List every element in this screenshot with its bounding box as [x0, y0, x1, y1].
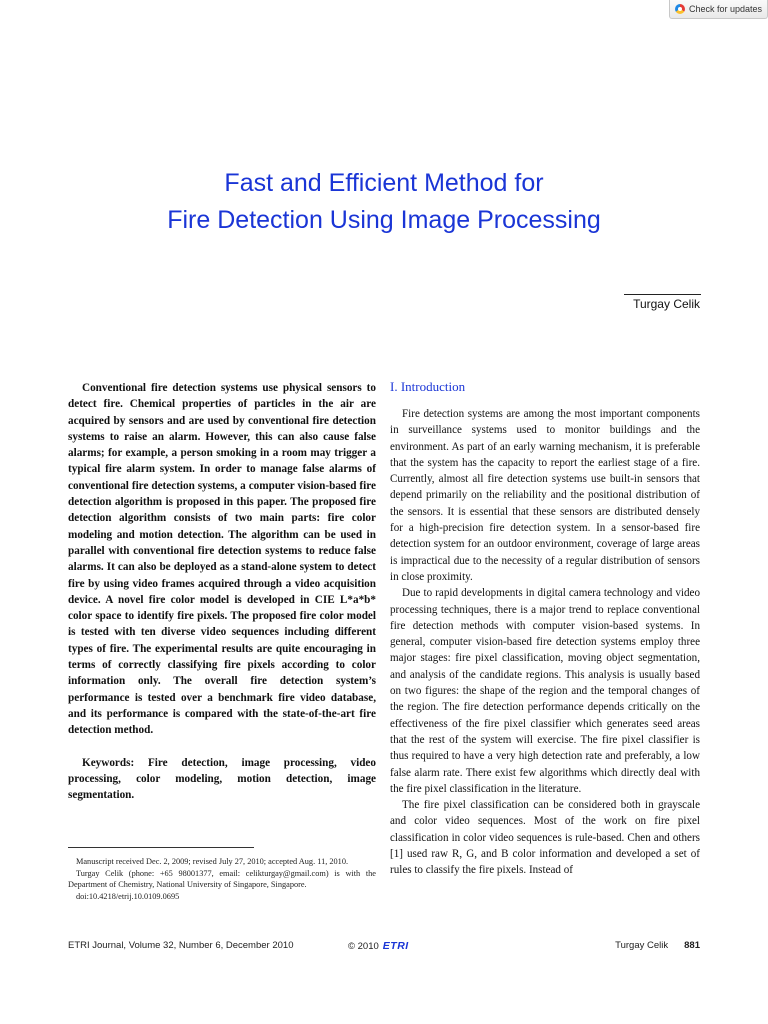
- page-footer: [68, 940, 700, 956]
- page-number: 881: [684, 940, 700, 951]
- abstract: [68, 380, 376, 803]
- footnotes: [68, 856, 376, 902]
- footer-copyright: [348, 940, 409, 952]
- footnote-author-info: Turgay Celik (phone: +65 98001377, email: celikturgay@gmail.com) is with the Department of Chemistry, National University of Singapore, Singapore.: [68, 868, 376, 890]
- crossmark-icon: [675, 4, 685, 14]
- check-for-updates-label: Check for updates: [689, 4, 763, 14]
- title-line-1: Fast and Efficient Method for: [224, 169, 544, 197]
- intro-paragraph-3: The fire pixel classification can be considered both in grayscale and color video sequences. Most of the work on fire pixel classification in color video sequences is rule-based. Chen and others [1] used raw R, G, and B color information and developed a set of rules to classify the fire pixels. Instead of: [390, 799, 700, 877]
- footnote-rule: [68, 847, 254, 848]
- etri-logo: ETRI: [382, 940, 409, 952]
- copyright-text: © 2010: [348, 940, 379, 952]
- intro-paragraph-1: Fire detection systems are among the most important components in surveillance systems used to monitor buildings and the environment. As part of an early warning mechanism, it is preferable that the system has the capacity to report the earliest stage of a fire. Currently, almost all fire detection systems use built-in sensors that depend primarily on the reliability and the positional distribution of the sensors. It is essential that these sensors are distributed densely for a high-precision fire detection system. In a sensor-based fire detection system for an outdoor environment, coverage of large areas is impractical due to the necessity of a regular distribution of sensors in close proximity.: [390, 408, 700, 583]
- section-heading-introduction: I. Introduction: [390, 379, 466, 394]
- title-line-2: Fire Detection Using Image Processing: [167, 206, 601, 234]
- footnote-manuscript: Manuscript received Dec. 2, 2009; revised July 27, 2010; accepted Aug. 11, 2010.: [76, 857, 349, 866]
- abstract-text: Conventional fire detection systems use physical sensors to detect fire. Chemical properties of particles in the air are acquired by sensors and are used by conventional fire detection systems to raise an alarm. However, this can also cause false alarms; for example, a person smoking in a room may trigger a typical fire alarm system. In order to manage false alarms of conventional fire detection systems, a computer vision-based fire detection algorithm is proposed in this paper. The proposed fire detection algorithm consists of two main parts: fire color modeling and motion detection. The algorithm can be used in parallel with conventional fire detection systems to reduce false alarms. It can also be deployed as a stand-alone system to detect fire by using video frames acquired through a video acquisition device. A novel fire color model is developed in CIE L*a*b* color space to identify fire pixels. The proposed fire color model is tested with ten diverse video sequences including different types of fire. The experimental results are quite encouraging in terms of correctly classifying fire pixels according to color information only. The overall fire detection system’s performance is tested over a benchmark fire video database, and its performance is compared with the state-of-the-art fire detection method.: [68, 382, 376, 737]
- footer-right: [615, 940, 700, 951]
- footnote-doi: doi:10.4218/etrij.10.0109.0695: [76, 891, 180, 901]
- author-rule: [624, 294, 701, 295]
- check-for-updates-button[interactable]: [669, 0, 768, 19]
- keywords: Keywords: Fire detection, image processing, video processing, color modeling, motion detection, image segmentation.: [68, 756, 376, 802]
- author-name: Turgay Celik: [633, 297, 700, 311]
- intro-paragraph-2: Due to rapid developments in digital camera technology and video processing techniques, there is a major trend to replace conventional fire detection methods with computer vision-based systems. In general, computer vision-based fire detection systems employ three major stages: fire pixel classification, moving object segmentation, and analysis of the candidate regions. This analysis is usually based on two figures: the shape of the region and the temporal changes of the region. The fire detection performance depends critically on the effectiveness of the fire pixel classifier which generates seed areas that the rest of the system will exercise. The fire pixel classifier is thus required to have a very high detection rate and preferably, a low false alarm rate. There exist few algorithms which directly deal with the fire pixel classification in the literature.: [390, 587, 700, 795]
- footer-journal: ETRI Journal, Volume 32, Number 6, December 2010: [68, 940, 294, 951]
- paper-title: [0, 165, 768, 239]
- footer-author: Turgay Celik: [615, 940, 669, 951]
- introduction-body: [390, 406, 700, 879]
